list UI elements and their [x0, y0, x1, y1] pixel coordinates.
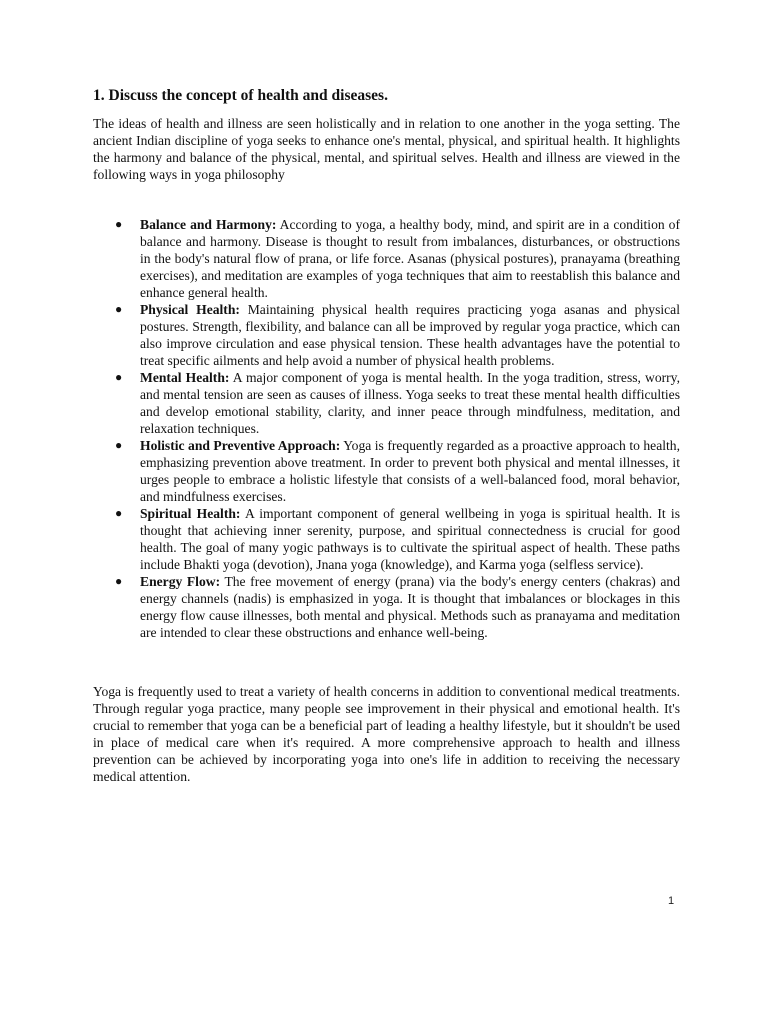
- bullet-text: A important component of general wellbeing in yoga is spiritual health. It is thought that achieving inner serenity, purpose, and spiritual connectedness is crucial for good health. The goal of many yogic pathways is to cultivate the spiritual aspect of health. These paths include Bhakti yoga (devotion), Jnana yoga (knowledge), and Karma yoga (selfless service).: [140, 506, 680, 572]
- bullet-icon: ●: [115, 506, 123, 520]
- bullet-text: A major component of yoga is mental health. In the yoga tradition, stress, worry, and mental tension are seen as causes of illness. Yoga seeks to treat these mental health difficulties and develop emotional stability, clarity, and inner peace through mindfulness, meditation, and relaxation techniques.: [140, 370, 680, 436]
- bullet-icon: ●: [115, 370, 123, 384]
- bullet-term: Mental Health:: [140, 370, 230, 385]
- intro-paragraph: The ideas of health and illness are seen holistically and in relation to one another in the yoga setting. The ancient Indian discipline of yoga seeks to enhance one's mental, physical, and spiritual health. It highlights the harmony and balance of the physical, mental, and spiritual selves. Health and illness are viewed in the following ways in yoga philosophy: [93, 116, 680, 182]
- bullet-term: Physical Health:: [140, 302, 240, 317]
- bullet-term: Energy Flow:: [140, 574, 221, 589]
- bullet-text: According to yoga, a healthy body, mind, and spirit are in a condition of balance and harmony. Disease is thought to result from imbalances, disturbances, or obstructions in the body's natural flow of prana, or life force. Asanas (physical postures), pranayama (breathing exercises), and meditation are examples of yoga techniques that aim to reestablish this balance and enhance general health.: [140, 217, 681, 300]
- bullet-list: [93, 216, 680, 641]
- list-item: [115, 573, 680, 641]
- document-page: [93, 86, 680, 785]
- list-item: [115, 369, 680, 437]
- list-item: [115, 301, 680, 369]
- bullet-term: Holistic and Preventive Approach:: [140, 438, 341, 453]
- bullet-icon: ●: [115, 574, 123, 588]
- bullet-icon: ●: [115, 217, 123, 231]
- bullet-text: The free movement of energy (prana) via the body's energy centers (chakras) and energy channels (nadis) is emphasized in yoga. It is thought that imbalances or blockages in this energy flow cause illnesses, both mental and physical. Methods such as pranayama and meditation are intended to clear these obstructions and enhance well-being.: [140, 574, 680, 640]
- bullet-term: Balance and Harmony:: [140, 217, 277, 232]
- closing-paragraph: Yoga is frequently used to treat a variety of health concerns in addition to conventional medical treatments. Through regular yoga practice, many people see improvement in their physical and emotional health. It's crucial to remember that yoga can be a beneficial part of leading a healthy lifestyle, but it shouldn't be used in place of medical care when it's required. A more comprehensive approach to health and illness prevention can be achieved by incorporating yoga into one's life in addition to receiving the necessary medical attention.: [93, 684, 680, 784]
- bullet-icon: ●: [115, 302, 123, 316]
- list-item: [115, 505, 680, 573]
- bullet-icon: ●: [115, 438, 123, 452]
- list-item: [115, 216, 681, 301]
- page-number: 1: [668, 895, 675, 907]
- bullet-text: Maintaining physical health requires practicing yoga asanas and physical postures. Strength, flexibility, and balance can all be improved by regular yoga practice, which can also improve circulation and ease physical tension. These health advantages have the potential to treat specific ailments and help avoid a number of physical health problems.: [140, 302, 680, 368]
- page-title: 1. Discuss the concept of health and diseases.: [93, 87, 388, 104]
- list-item: [115, 437, 680, 505]
- bullet-text: Yoga is frequently regarded as a proactive approach to health, emphasizing prevention above treatment. In order to prevent both physical and mental illnesses, it urges people to embrace a holistic lifestyle that consists of a well-balanced food, moral behavior, and mindfulness exercises.: [140, 438, 680, 504]
- bullet-term: Spiritual Health:: [140, 506, 241, 521]
